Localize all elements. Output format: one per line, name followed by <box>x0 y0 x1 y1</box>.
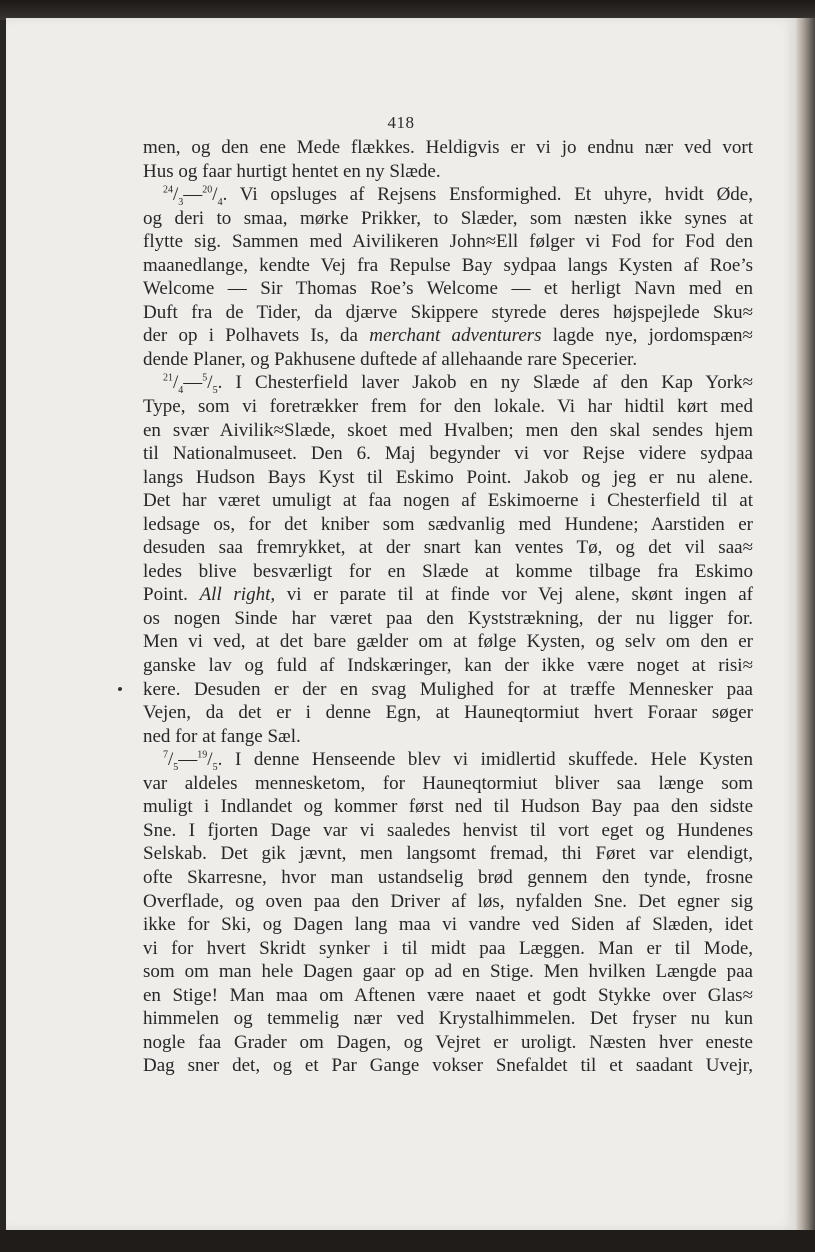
text-line: ofte Skarresne, hvor man ustandselig brød gennem den tynde, frosne <box>143 866 753 888</box>
date-range: $^7/_5—^{19}/_5$ <box>163 749 218 772</box>
text-line: ledes blive besværligt for en Slæde at komme tilbage fra Eskimo <box>143 560 753 582</box>
date-month: 4 <box>178 385 184 396</box>
text-line: ikke for Ski, og Dagen lang maa vi vandre ved Siden af Slæden, idet <box>143 914 753 936</box>
text-line <box>143 371 753 395</box>
text-segment: vi er parate til at finde vor Vej alene, skønt ingen af <box>275 584 753 606</box>
date-range: $^{24}/_3—^{20}/_4$ <box>163 184 223 207</box>
date-day: 20 <box>202 184 213 196</box>
scan-border-top <box>0 0 815 20</box>
text-line <box>143 583 753 607</box>
text-line: og deri to smaa, mørke Prikker, to Slæder, som næsten ikke synes at <box>143 207 753 229</box>
book-binding-edge <box>796 18 815 1230</box>
text-line: var aldeles mennesketom, for Hauneqtormiut bliver saa længe som <box>143 772 753 794</box>
text-line: ned for at fange Sæl. <box>143 725 301 747</box>
date-day: 7 <box>163 749 168 761</box>
date-day: 21 <box>163 373 173 385</box>
text-segment: Point. <box>143 584 200 606</box>
text-line: Duft fra de Tider, da djærve Skippere styrede deres højspejlede Sku≈ <box>143 301 753 323</box>
text-line: Hus og faar hurtigt hentet en ny Slæde. <box>143 160 441 182</box>
text-line: ledsage os, for det kniber som sædvanlig med Hundene; Aarstiden er <box>143 513 753 535</box>
text-line: desuden saa fremrykket, at der snart kan ventes Tø, og det vil saa≈ <box>143 537 753 559</box>
date-range: $^{21}/_4—^5/_5$ <box>163 372 218 396</box>
text-line: Dag sner det, og et Par Gange vokser Snefaldet til et saadant Uvejr, <box>143 1055 753 1077</box>
text-line <box>143 748 753 772</box>
date-month: 5 <box>173 762 179 772</box>
text-line: til Nationalmuseet. Den 6. Maj begynder vi vor Rejse videre sydpaa <box>143 443 753 465</box>
text-line: Type, som vi foretrækker frem for den lokale. Vi har hidtil kørt med <box>143 396 753 418</box>
text-line: vi for hvert Skridt synker i til midt paa Læggen. Man er til Mode, <box>143 937 753 959</box>
text-line: Det har været umuligt at faa nogen af Eskimoerne i Chesterfield til at <box>143 490 753 512</box>
italic-phrase: merchant adventurers <box>369 325 542 347</box>
date-day: 19 <box>197 749 208 761</box>
scan-border-bottom <box>0 1230 815 1252</box>
text-line: Sne. I fjorten Dage var vi saaledes henvist til vort eget og Hundenes <box>143 819 753 841</box>
text-line: os nogen Sinde har været paa den Kyststrækning, der nu ligger for. <box>143 607 753 629</box>
text-segment: . I Chesterfield laver Jakob en ny Slæde af den Kap York≈ <box>217 372 753 394</box>
text-line: Men vi ved, at det bare gælder om at følge Kysten, og selv om den er <box>143 631 753 653</box>
text-line <box>143 324 753 348</box>
text-line: langs Hudson Bays Kyst til Eskimo Point. Jakob og jeg er nu alene. <box>143 466 753 488</box>
text-line: ganske lav og fuld af Indskæringer, kan der ikke være noget at risi≈ <box>143 655 753 677</box>
text-line <box>143 183 753 207</box>
text-line: kere. Desuden er der en svag Mulighed for at træffe Mennesker paa <box>143 678 753 700</box>
text-line: Selskab. Det gik jævnt, men langsomt fremad, thi Føret var elendigt, <box>143 843 753 865</box>
date-month: 5 <box>212 762 218 772</box>
text-line: men, og den ene Mede flækkes. Heldigvis er vi jo endnu nær ved vort <box>143 137 753 158</box>
date-day: 5 <box>202 373 208 385</box>
date-day: 24 <box>163 184 173 196</box>
text-line: som om man hele Dagen gaar op ad en Stige. Men hvilken Længde paa <box>143 961 753 983</box>
date-month: 5 <box>212 385 218 396</box>
text-line: himmelen og temmelig nær ved Krystalhimmelen. Det fryser nu kun <box>143 1008 753 1030</box>
date-month: 4 <box>217 196 223 207</box>
date-month: 3 <box>178 196 184 207</box>
text-segment: der op i Polhavets Is, da <box>143 325 370 347</box>
text-line: Welcome — Sir Thomas Roe’s Welcome — et herligt Navn med en <box>143 278 753 300</box>
text-line: Vejen, da det er i denne Egn, at Hauneqtormiut hvert Foraar søger <box>143 702 753 724</box>
italic-phrase: All right, <box>199 584 276 606</box>
text-segment: lagde nye, jordomspæn≈ <box>541 325 753 347</box>
text-line: nogle faa Grader om Dagen, og Vejret er uroligt. Næsten hver eneste <box>143 1031 753 1053</box>
text-line: maanedlange, kendte Vej fra Repulse Bay sydpaa langs Kysten af Roe’s <box>143 254 753 276</box>
page-number: 418 <box>387 113 415 132</box>
text-line: en Stige! Man maa om Aftenen være naaet et godt Stykke over Glas≈ <box>143 984 753 1006</box>
text-line: muligt i Indlandet og kommer først ned til Hudson Bay paa den sidste <box>143 796 753 818</box>
text-segment: . I denne Henseende blev vi imidlertid skuffede. Hele Kysten <box>217 749 753 771</box>
text-line: flytte sig. Sammen med Aivilikeren John≈Ell følger vi Fod for Fod den <box>143 231 753 253</box>
text-line: dende Planer, og Pakhusene duftede af allehaande rare Specerier. <box>143 348 638 370</box>
text-line: Overflade, og oven paa den Driver af løs, nyfalden Sne. Det egner sig <box>143 890 753 912</box>
text-segment: . Vi opsluges af Rejsens Ensformighed. Et uhyre, hvidt Øde, <box>222 184 753 206</box>
text-line: en svær Aivilik≈Slæde, skoet med Hvalben; men den skal sendes hjem <box>143 419 753 441</box>
body-text <box>143 136 753 1078</box>
